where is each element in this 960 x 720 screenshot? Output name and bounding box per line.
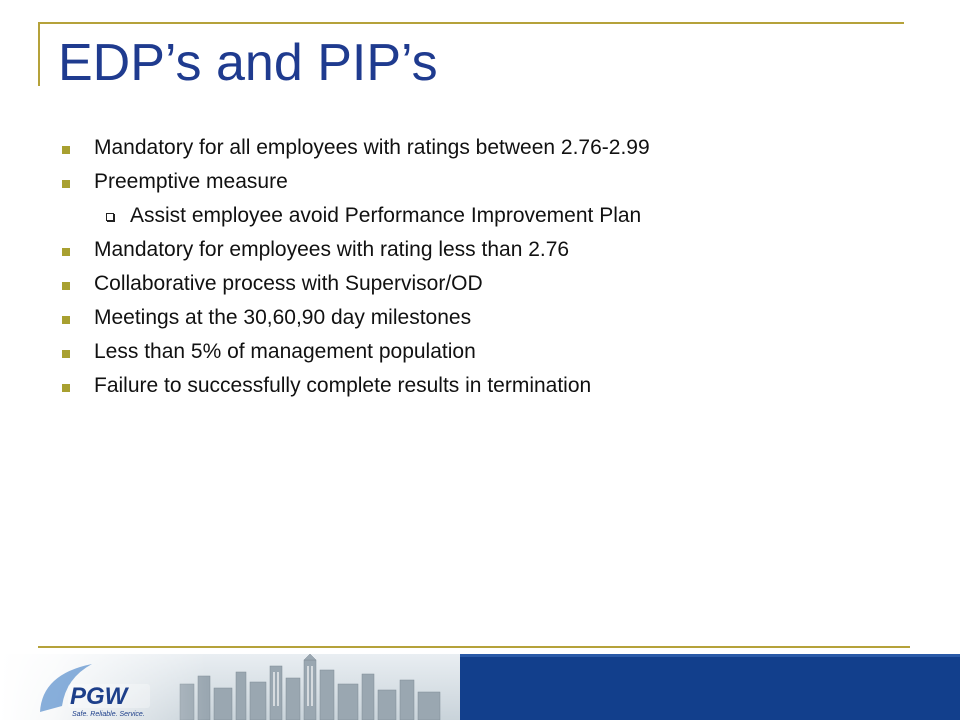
- city-skyline-banner: [0, 654, 960, 720]
- left-accent-rule: [38, 22, 40, 86]
- sub-bullet-item: [0, 200, 960, 234]
- hollow-square-bullet-icon: [106, 213, 114, 221]
- square-bullet-icon: [62, 146, 70, 154]
- bullet-item: [0, 166, 960, 200]
- bullet-text: Failure to successfully complete results in termination: [94, 374, 592, 397]
- bullet-item: [0, 370, 960, 404]
- square-bullet-icon: [62, 316, 70, 324]
- bullet-text: Meetings at the 30,60,90 day milestones: [94, 306, 472, 329]
- square-bullet-icon: [62, 384, 70, 392]
- bullet-item: [0, 132, 960, 166]
- bullet-text: Assist employee avoid Performance Improvement Plan: [130, 204, 642, 227]
- bullet-item: [0, 336, 960, 370]
- footer-banner: [0, 654, 960, 720]
- square-bullet-icon: [62, 248, 70, 256]
- bullet-item: [0, 302, 960, 336]
- slide-title: EDP’s and PIP’s: [58, 34, 438, 92]
- bullet-text: Preemptive measure: [94, 170, 288, 193]
- bullet-text: Less than 5% of management population: [94, 340, 476, 363]
- pgw-logo-text: PGW: [70, 683, 128, 710]
- bottom-accent-rule: [38, 646, 910, 648]
- top-accent-rule: [38, 22, 904, 24]
- bullet-list: [0, 132, 960, 404]
- square-bullet-icon: [62, 180, 70, 188]
- square-bullet-icon: [62, 282, 70, 290]
- bullet-text: Mandatory for all employees with ratings between 2.76-2.99: [94, 136, 650, 159]
- bullet-item: [0, 234, 960, 268]
- bullet-text: Mandatory for employees with rating less than 2.76: [94, 238, 570, 261]
- bullet-item: [0, 268, 960, 302]
- pgw-tagline: Safe. Reliable. Service.: [72, 711, 145, 718]
- bullet-text: Collaborative process with Supervisor/OD: [94, 272, 483, 295]
- square-bullet-icon: [62, 350, 70, 358]
